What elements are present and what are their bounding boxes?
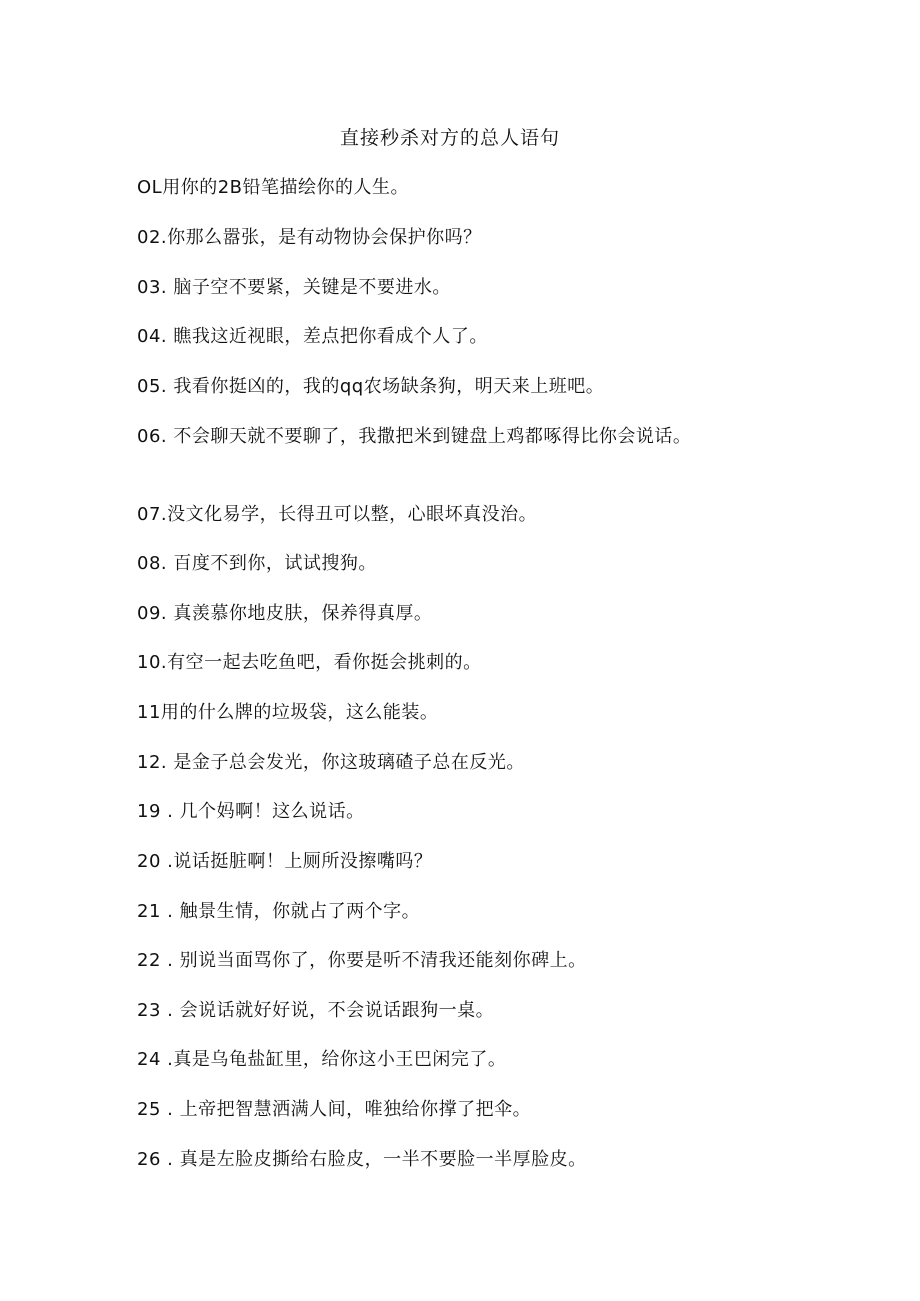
list-item-07: 07.没文化易学，长得丑可以整，心眼坏真没治。 — [137, 504, 538, 525]
document-title: 直接秒杀对方的总人语句 — [339, 127, 560, 149]
list-item-05: 05. 我看你挺凶的，我的qq农场缺条狗，明天来上班吧。 — [137, 376, 605, 397]
list-item-22: 22 . 别说当面骂你了，你要是听不清我还能刻你碑上。 — [137, 950, 587, 971]
list-item-03: 03. 脑子空不要紧，关键是不要进水。 — [137, 277, 451, 298]
list-item-11: 11用的什么牌的垃圾袋，这么能装。 — [137, 702, 439, 723]
list-item-19: 19 . 几个妈啊！这么说话。 — [137, 801, 365, 822]
list-item-26: 26 . 真是左脸皮撕给右脸皮，一半不要脸一半厚脸皮。 — [137, 1149, 587, 1170]
list-item-09: 09. 真羡慕你地皮肤，保养得真厚。 — [137, 603, 433, 624]
list-item-06: 06. 不会聊天就不要聊了，我撒把米到键盘上鸡都啄得比你会说话。 — [137, 426, 692, 447]
list-item-20: 20 .说话挺脏啊！上厕所没擦嘴吗？ — [137, 851, 433, 872]
list-item-23: 23 . 会说话就好好说，不会说话跟狗一桌。 — [137, 1000, 495, 1021]
list-item-02: 02.你那么嚣张，是有动物协会保护你吗？ — [137, 227, 482, 248]
list-item-12: 12. 是金子总会发光，你这玻璃碴子总在反光。 — [137, 752, 525, 773]
list-item-01: OL用你的2B铅笔描绘你的人生。 — [137, 177, 409, 198]
list-item-21: 21 . 触景生情，你就占了两个字。 — [137, 901, 421, 922]
list-item-25: 25 . 上帝把智慧洒满人间，唯独给你撑了把伞。 — [137, 1099, 532, 1120]
list-item-08: 08. 百度不到你，试试搜狗。 — [137, 553, 377, 574]
list-item-10: 10.有空一起去吃鱼吧，看你挺会挑刺的。 — [137, 652, 482, 673]
list-item-24: 24 .真是乌龟盐缸里，给你这小王巴闲完了。 — [137, 1049, 507, 1070]
list-item-04: 04. 瞧我这近视眼，差点把你看成个人了。 — [137, 326, 488, 347]
